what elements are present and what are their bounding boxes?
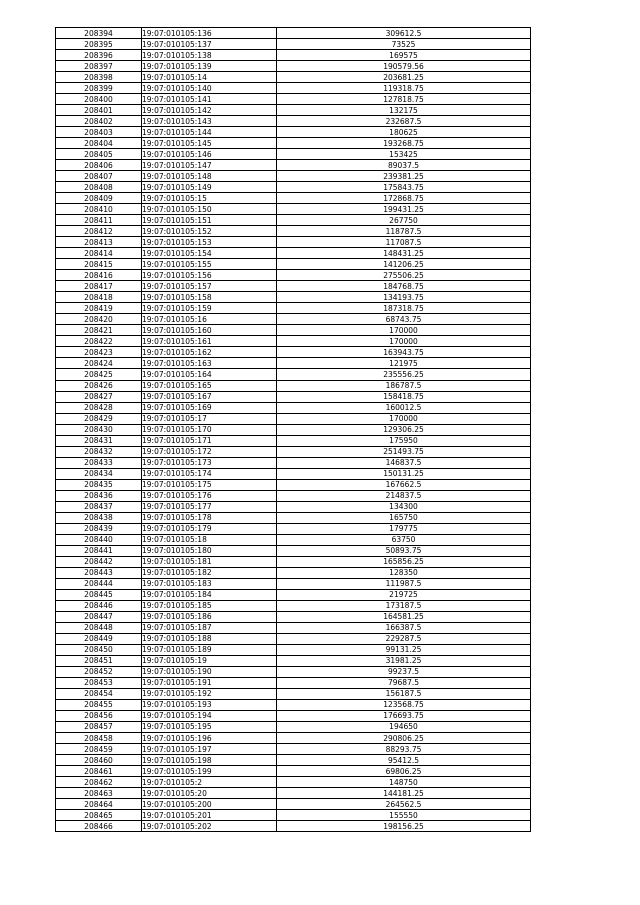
table-row xyxy=(56,193,531,204)
row-id-cell: 208409 xyxy=(56,193,142,204)
cadastral-number-cell: 19:07:010105:155 xyxy=(142,259,277,270)
cadastral-value-cell: 190579.56 xyxy=(277,61,531,72)
cadastral-value-cell: 118787.5 xyxy=(277,226,531,237)
cadastral-value-cell: 267750 xyxy=(277,215,531,226)
table-row xyxy=(56,160,531,171)
cadastral-number-cell: 19:07:010105:192 xyxy=(142,688,277,699)
table-row xyxy=(56,171,531,182)
cadastral-number-cell: 19:07:010105:161 xyxy=(142,336,277,347)
row-id-cell: 208414 xyxy=(56,248,142,259)
row-id-cell: 208431 xyxy=(56,435,142,446)
cadastral-number-cell: 19:07:010105:2 xyxy=(142,777,277,788)
row-id-cell: 208453 xyxy=(56,677,142,688)
table-row xyxy=(56,281,531,292)
table-row xyxy=(56,611,531,622)
table-row xyxy=(56,215,531,226)
row-id-cell: 208416 xyxy=(56,270,142,281)
table-row xyxy=(56,534,531,545)
row-id-cell: 208445 xyxy=(56,589,142,600)
table-row xyxy=(56,149,531,160)
row-id-cell: 208407 xyxy=(56,171,142,182)
cadastral-value-cell: 175843.75 xyxy=(277,182,531,193)
table-row xyxy=(56,358,531,369)
cadastral-number-cell: 19:07:010105:153 xyxy=(142,237,277,248)
row-id-cell: 208466 xyxy=(56,821,142,832)
cadastral-value-cell: 239381.25 xyxy=(277,171,531,182)
table-row xyxy=(56,237,531,248)
cadastral-value-cell: 173187.5 xyxy=(277,600,531,611)
row-id-cell: 208418 xyxy=(56,292,142,303)
row-id-cell: 208443 xyxy=(56,567,142,578)
cadastral-number-cell: 19:07:010105:191 xyxy=(142,677,277,688)
table-row xyxy=(56,545,531,556)
table-row xyxy=(56,821,531,832)
cadastral-number-cell: 19:07:010105:187 xyxy=(142,622,277,633)
cadastral-number-cell: 19:07:010105:15 xyxy=(142,193,277,204)
cadastral-value-cell: 79687.5 xyxy=(277,677,531,688)
table-row xyxy=(56,39,531,50)
cadastral-value-cell: 175950 xyxy=(277,435,531,446)
cadastral-number-cell: 19:07:010105:143 xyxy=(142,116,277,127)
cadastral-number-cell: 19:07:010105:177 xyxy=(142,501,277,512)
cadastral-value-cell: 128350 xyxy=(277,567,531,578)
table-row xyxy=(56,766,531,777)
cadastral-number-cell: 19:07:010105:194 xyxy=(142,710,277,721)
cadastral-number-cell: 19:07:010105:197 xyxy=(142,744,277,755)
cadastral-number-cell: 19:07:010105:182 xyxy=(142,567,277,578)
cadastral-number-cell: 19:07:010105:140 xyxy=(142,83,277,94)
cadastral-number-cell: 19:07:010105:169 xyxy=(142,402,277,413)
table-row xyxy=(56,204,531,215)
cadastral-number-cell: 19:07:010105:180 xyxy=(142,545,277,556)
cadastral-value-cell: 63750 xyxy=(277,534,531,545)
cadastral-value-cell: 129306.25 xyxy=(277,424,531,435)
row-id-cell: 208435 xyxy=(56,479,142,490)
table-row xyxy=(56,512,531,523)
cadastral-value-cell: 144181.25 xyxy=(277,788,531,799)
table-row xyxy=(56,578,531,589)
table-row xyxy=(56,699,531,710)
cadastral-value-cell: 186787.5 xyxy=(277,380,531,391)
cadastral-value-cell: 155550 xyxy=(277,810,531,821)
cadastral-value-cell: 119318.75 xyxy=(277,83,531,94)
cadastral-number-cell: 19:07:010105:185 xyxy=(142,600,277,611)
row-id-cell: 208463 xyxy=(56,788,142,799)
cadastral-value-cell: 214837.5 xyxy=(277,490,531,501)
cadastral-value-cell: 166387.5 xyxy=(277,622,531,633)
row-id-cell: 208451 xyxy=(56,655,142,666)
table-row xyxy=(56,50,531,61)
cadastral-value-cell: 146837.5 xyxy=(277,457,531,468)
table-row xyxy=(56,347,531,358)
cadastral-number-cell: 19:07:010105:138 xyxy=(142,50,277,61)
cadastral-value-cell: 203681.25 xyxy=(277,72,531,83)
cadastral-number-cell: 19:07:010105:183 xyxy=(142,578,277,589)
cadastral-number-cell: 19:07:010105:199 xyxy=(142,766,277,777)
cadastral-number-cell: 19:07:010105:176 xyxy=(142,490,277,501)
table-row xyxy=(56,182,531,193)
table-row xyxy=(56,391,531,402)
cadastral-number-cell: 19:07:010105:136 xyxy=(142,28,277,39)
cadastral-number-cell: 19:07:010105:172 xyxy=(142,446,277,457)
table-row xyxy=(56,688,531,699)
row-id-cell: 208417 xyxy=(56,281,142,292)
table-row xyxy=(56,380,531,391)
cadastral-number-cell: 19:07:010105:171 xyxy=(142,435,277,446)
cadastral-value-cell: 194650 xyxy=(277,721,531,732)
cadastral-number-cell: 19:07:010105:175 xyxy=(142,479,277,490)
table-row xyxy=(56,799,531,810)
cadastral-number-cell: 19:07:010105:18 xyxy=(142,534,277,545)
cadastral-number-cell: 19:07:010105:178 xyxy=(142,512,277,523)
table-row xyxy=(56,457,531,468)
cadastral-value-cell: 179775 xyxy=(277,523,531,534)
table-row xyxy=(56,369,531,380)
row-id-cell: 208426 xyxy=(56,380,142,391)
table-row xyxy=(56,446,531,457)
cadastral-value-cell: 176693.75 xyxy=(277,710,531,721)
cadastral-value-cell: 99237.5 xyxy=(277,666,531,677)
table-row xyxy=(56,248,531,259)
row-id-cell: 208405 xyxy=(56,149,142,160)
cadastral-value-cell: 99131.25 xyxy=(277,644,531,655)
cadastral-number-cell: 19:07:010105:188 xyxy=(142,633,277,644)
table-row xyxy=(56,600,531,611)
table-row xyxy=(56,435,531,446)
cadastral-value-cell: 89037.5 xyxy=(277,160,531,171)
row-id-cell: 208421 xyxy=(56,325,142,336)
row-id-cell: 208437 xyxy=(56,501,142,512)
cadastral-value-cell: 95412.5 xyxy=(277,755,531,766)
cadastral-number-cell: 19:07:010105:14 xyxy=(142,72,277,83)
table-row xyxy=(56,810,531,821)
cadastral-value-cell: 121975 xyxy=(277,358,531,369)
cadastral-value-cell: 184768.75 xyxy=(277,281,531,292)
cadastral-number-cell: 19:07:010105:196 xyxy=(142,733,277,744)
cadastral-number-cell: 19:07:010105:149 xyxy=(142,182,277,193)
cadastral-value-cell: 73525 xyxy=(277,39,531,50)
row-id-cell: 208429 xyxy=(56,413,142,424)
cadastral-value-cell: 172868.75 xyxy=(277,193,531,204)
cadastral-number-cell: 19:07:010105:190 xyxy=(142,666,277,677)
table-row xyxy=(56,710,531,721)
cadastral-number-cell: 19:07:010105:189 xyxy=(142,644,277,655)
cadastral-value-cell: 199431.25 xyxy=(277,204,531,215)
cadastral-value-cell: 163943.75 xyxy=(277,347,531,358)
table-row xyxy=(56,292,531,303)
row-id-cell: 208458 xyxy=(56,733,142,744)
cadastral-value-cell: 165750 xyxy=(277,512,531,523)
row-id-cell: 208432 xyxy=(56,446,142,457)
table-row xyxy=(56,744,531,755)
cadastral-number-cell: 19:07:010105:16 xyxy=(142,314,277,325)
cadastral-number-cell: 19:07:010105:139 xyxy=(142,61,277,72)
cadastral-number-cell: 19:07:010105:164 xyxy=(142,369,277,380)
table-row xyxy=(56,336,531,347)
cadastral-number-cell: 19:07:010105:157 xyxy=(142,281,277,292)
table-row xyxy=(56,733,531,744)
table-row xyxy=(56,127,531,138)
cadastral-number-cell: 19:07:010105:158 xyxy=(142,292,277,303)
cadastral-number-cell: 19:07:010105:159 xyxy=(142,303,277,314)
cadastral-value-cell: 123568.75 xyxy=(277,699,531,710)
cadastral-value-cell: 180625 xyxy=(277,127,531,138)
cadastral-number-cell: 19:07:010105:184 xyxy=(142,589,277,600)
table-row xyxy=(56,402,531,413)
table-row xyxy=(56,413,531,424)
cadastral-number-cell: 19:07:010105:17 xyxy=(142,413,277,424)
row-id-cell: 208400 xyxy=(56,94,142,105)
table-row xyxy=(56,501,531,512)
cadastral-number-cell: 19:07:010105:142 xyxy=(142,105,277,116)
row-id-cell: 208413 xyxy=(56,237,142,248)
row-id-cell: 208440 xyxy=(56,534,142,545)
cadastral-value-cell: 141206.25 xyxy=(277,259,531,270)
table-row xyxy=(56,325,531,336)
row-id-cell: 208398 xyxy=(56,72,142,83)
row-id-cell: 208428 xyxy=(56,402,142,413)
cadastral-value-table xyxy=(55,27,531,832)
cadastral-value-cell: 167662.5 xyxy=(277,479,531,490)
row-id-cell: 208401 xyxy=(56,105,142,116)
cadastral-value-cell: 134193.75 xyxy=(277,292,531,303)
table-row xyxy=(56,479,531,490)
row-id-cell: 208460 xyxy=(56,755,142,766)
cadastral-value-cell: 69806.25 xyxy=(277,766,531,777)
cadastral-number-cell: 19:07:010105:152 xyxy=(142,226,277,237)
cadastral-value-cell: 160012.5 xyxy=(277,402,531,413)
cadastral-number-cell: 19:07:010105:141 xyxy=(142,94,277,105)
cadastral-value-cell: 148750 xyxy=(277,777,531,788)
table-row xyxy=(56,424,531,435)
row-id-cell: 208423 xyxy=(56,347,142,358)
cadastral-number-cell: 19:07:010105:162 xyxy=(142,347,277,358)
cadastral-number-cell: 19:07:010105:156 xyxy=(142,270,277,281)
row-id-cell: 208397 xyxy=(56,61,142,72)
row-id-cell: 208455 xyxy=(56,699,142,710)
cadastral-value-cell: 275506.25 xyxy=(277,270,531,281)
cadastral-number-cell: 19:07:010105:147 xyxy=(142,160,277,171)
cadastral-number-cell: 19:07:010105:137 xyxy=(142,39,277,50)
row-id-cell: 208430 xyxy=(56,424,142,435)
row-id-cell: 208412 xyxy=(56,226,142,237)
table-row xyxy=(56,83,531,94)
cadastral-value-cell: 198156.25 xyxy=(277,821,531,832)
table-row xyxy=(56,655,531,666)
cadastral-value-cell: 158418.75 xyxy=(277,391,531,402)
table-row xyxy=(56,721,531,732)
cadastral-number-cell: 19:07:010105:19 xyxy=(142,655,277,666)
row-id-cell: 208454 xyxy=(56,688,142,699)
row-id-cell: 208457 xyxy=(56,721,142,732)
cadastral-number-cell: 19:07:010105:202 xyxy=(142,821,277,832)
cadastral-value-cell: 309612.5 xyxy=(277,28,531,39)
table-row xyxy=(56,468,531,479)
row-id-cell: 208415 xyxy=(56,259,142,270)
cadastral-value-cell: 111987.5 xyxy=(277,578,531,589)
row-id-cell: 208422 xyxy=(56,336,142,347)
row-id-cell: 208446 xyxy=(56,600,142,611)
row-id-cell: 208462 xyxy=(56,777,142,788)
cadastral-value-cell: 148431.25 xyxy=(277,248,531,259)
cadastral-value-cell: 117087.5 xyxy=(277,237,531,248)
table-row xyxy=(56,314,531,325)
cadastral-number-cell: 19:07:010105:146 xyxy=(142,149,277,160)
table-row xyxy=(56,116,531,127)
cadastral-number-cell: 19:07:010105:181 xyxy=(142,556,277,567)
table-row xyxy=(56,105,531,116)
table-row xyxy=(56,523,531,534)
table-row xyxy=(56,556,531,567)
row-id-cell: 208403 xyxy=(56,127,142,138)
cadastral-number-cell: 19:07:010105:145 xyxy=(142,138,277,149)
cadastral-value-cell: 164581.25 xyxy=(277,611,531,622)
cadastral-number-cell: 19:07:010105:173 xyxy=(142,457,277,468)
cadastral-number-cell: 19:07:010105:167 xyxy=(142,391,277,402)
cadastral-number-cell: 19:07:010105:148 xyxy=(142,171,277,182)
row-id-cell: 208411 xyxy=(56,215,142,226)
row-id-cell: 208408 xyxy=(56,182,142,193)
cadastral-value-cell: 153425 xyxy=(277,149,531,160)
row-id-cell: 208465 xyxy=(56,810,142,821)
row-id-cell: 208419 xyxy=(56,303,142,314)
table-row xyxy=(56,270,531,281)
row-id-cell: 208402 xyxy=(56,116,142,127)
row-id-cell: 208450 xyxy=(56,644,142,655)
row-id-cell: 208464 xyxy=(56,799,142,810)
cadastral-value-cell: 170000 xyxy=(277,336,531,347)
cadastral-value-cell: 229287.5 xyxy=(277,633,531,644)
table-row xyxy=(56,138,531,149)
row-id-cell: 208444 xyxy=(56,578,142,589)
cadastral-number-cell: 19:07:010105:144 xyxy=(142,127,277,138)
cadastral-value-cell: 169575 xyxy=(277,50,531,61)
cadastral-value-cell: 232687.5 xyxy=(277,116,531,127)
row-id-cell: 208434 xyxy=(56,468,142,479)
cadastral-number-cell: 19:07:010105:201 xyxy=(142,810,277,821)
cadastral-number-cell: 19:07:010105:150 xyxy=(142,204,277,215)
cadastral-number-cell: 19:07:010105:174 xyxy=(142,468,277,479)
row-id-cell: 208420 xyxy=(56,314,142,325)
table-body xyxy=(56,28,531,832)
cadastral-value-cell: 165856.25 xyxy=(277,556,531,567)
cadastral-value-cell: 156187.5 xyxy=(277,688,531,699)
table-row xyxy=(56,72,531,83)
cadastral-value-cell: 170000 xyxy=(277,325,531,336)
cadastral-number-cell: 19:07:010105:154 xyxy=(142,248,277,259)
row-id-cell: 208395 xyxy=(56,39,142,50)
cadastral-number-cell: 19:07:010105:163 xyxy=(142,358,277,369)
cadastral-value-cell: 150131.25 xyxy=(277,468,531,479)
row-id-cell: 208399 xyxy=(56,83,142,94)
cadastral-number-cell: 19:07:010105:186 xyxy=(142,611,277,622)
table-row xyxy=(56,788,531,799)
cadastral-value-cell: 193268.75 xyxy=(277,138,531,149)
row-id-cell: 208410 xyxy=(56,204,142,215)
cadastral-value-cell: 251493.75 xyxy=(277,446,531,457)
cadastral-number-cell: 19:07:010105:193 xyxy=(142,699,277,710)
row-id-cell: 208433 xyxy=(56,457,142,468)
cadastral-number-cell: 19:07:010105:198 xyxy=(142,755,277,766)
row-id-cell: 208425 xyxy=(56,369,142,380)
row-id-cell: 208436 xyxy=(56,490,142,501)
table-row xyxy=(56,490,531,501)
cadastral-value-cell: 235556.25 xyxy=(277,369,531,380)
row-id-cell: 208438 xyxy=(56,512,142,523)
table-row xyxy=(56,259,531,270)
cadastral-value-cell: 31981.25 xyxy=(277,655,531,666)
row-id-cell: 208441 xyxy=(56,545,142,556)
cadastral-value-cell: 187318.75 xyxy=(277,303,531,314)
row-id-cell: 208452 xyxy=(56,666,142,677)
table-row xyxy=(56,777,531,788)
cadastral-value-cell: 68743.75 xyxy=(277,314,531,325)
table-row xyxy=(56,677,531,688)
cadastral-value-cell: 290806.25 xyxy=(277,733,531,744)
row-id-cell: 208424 xyxy=(56,358,142,369)
table-row xyxy=(56,755,531,766)
row-id-cell: 208447 xyxy=(56,611,142,622)
cadastral-number-cell: 19:07:010105:200 xyxy=(142,799,277,810)
cadastral-value-cell: 219725 xyxy=(277,589,531,600)
table-row xyxy=(56,226,531,237)
cadastral-number-cell: 19:07:010105:160 xyxy=(142,325,277,336)
row-id-cell: 208456 xyxy=(56,710,142,721)
row-id-cell: 208406 xyxy=(56,160,142,171)
cadastral-value-cell: 264562.5 xyxy=(277,799,531,810)
row-id-cell: 208427 xyxy=(56,391,142,402)
cadastral-number-cell: 19:07:010105:170 xyxy=(142,424,277,435)
table-row xyxy=(56,567,531,578)
table-row xyxy=(56,589,531,600)
row-id-cell: 208461 xyxy=(56,766,142,777)
table-row xyxy=(56,61,531,72)
table-row xyxy=(56,666,531,677)
cadastral-number-cell: 19:07:010105:195 xyxy=(142,721,277,732)
row-id-cell: 208396 xyxy=(56,50,142,61)
cadastral-value-cell: 127818.75 xyxy=(277,94,531,105)
row-id-cell: 208439 xyxy=(56,523,142,534)
cadastral-value-cell: 134300 xyxy=(277,501,531,512)
cadastral-value-cell: 88293.75 xyxy=(277,744,531,755)
cadastral-number-cell: 19:07:010105:165 xyxy=(142,380,277,391)
table-row xyxy=(56,622,531,633)
cadastral-number-cell: 19:07:010105:179 xyxy=(142,523,277,534)
cadastral-value-cell: 132175 xyxy=(277,105,531,116)
row-id-cell: 208442 xyxy=(56,556,142,567)
row-id-cell: 208448 xyxy=(56,622,142,633)
row-id-cell: 208404 xyxy=(56,138,142,149)
table-row xyxy=(56,303,531,314)
cadastral-number-cell: 19:07:010105:151 xyxy=(142,215,277,226)
cadastral-value-cell: 170000 xyxy=(277,413,531,424)
row-id-cell: 208449 xyxy=(56,633,142,644)
table-row xyxy=(56,633,531,644)
row-id-cell: 208394 xyxy=(56,28,142,39)
table-row xyxy=(56,94,531,105)
cadastral-number-cell: 19:07:010105:20 xyxy=(142,788,277,799)
row-id-cell: 208459 xyxy=(56,744,142,755)
cadastral-value-cell: 50893.75 xyxy=(277,545,531,556)
table-row xyxy=(56,28,531,39)
table-row xyxy=(56,644,531,655)
